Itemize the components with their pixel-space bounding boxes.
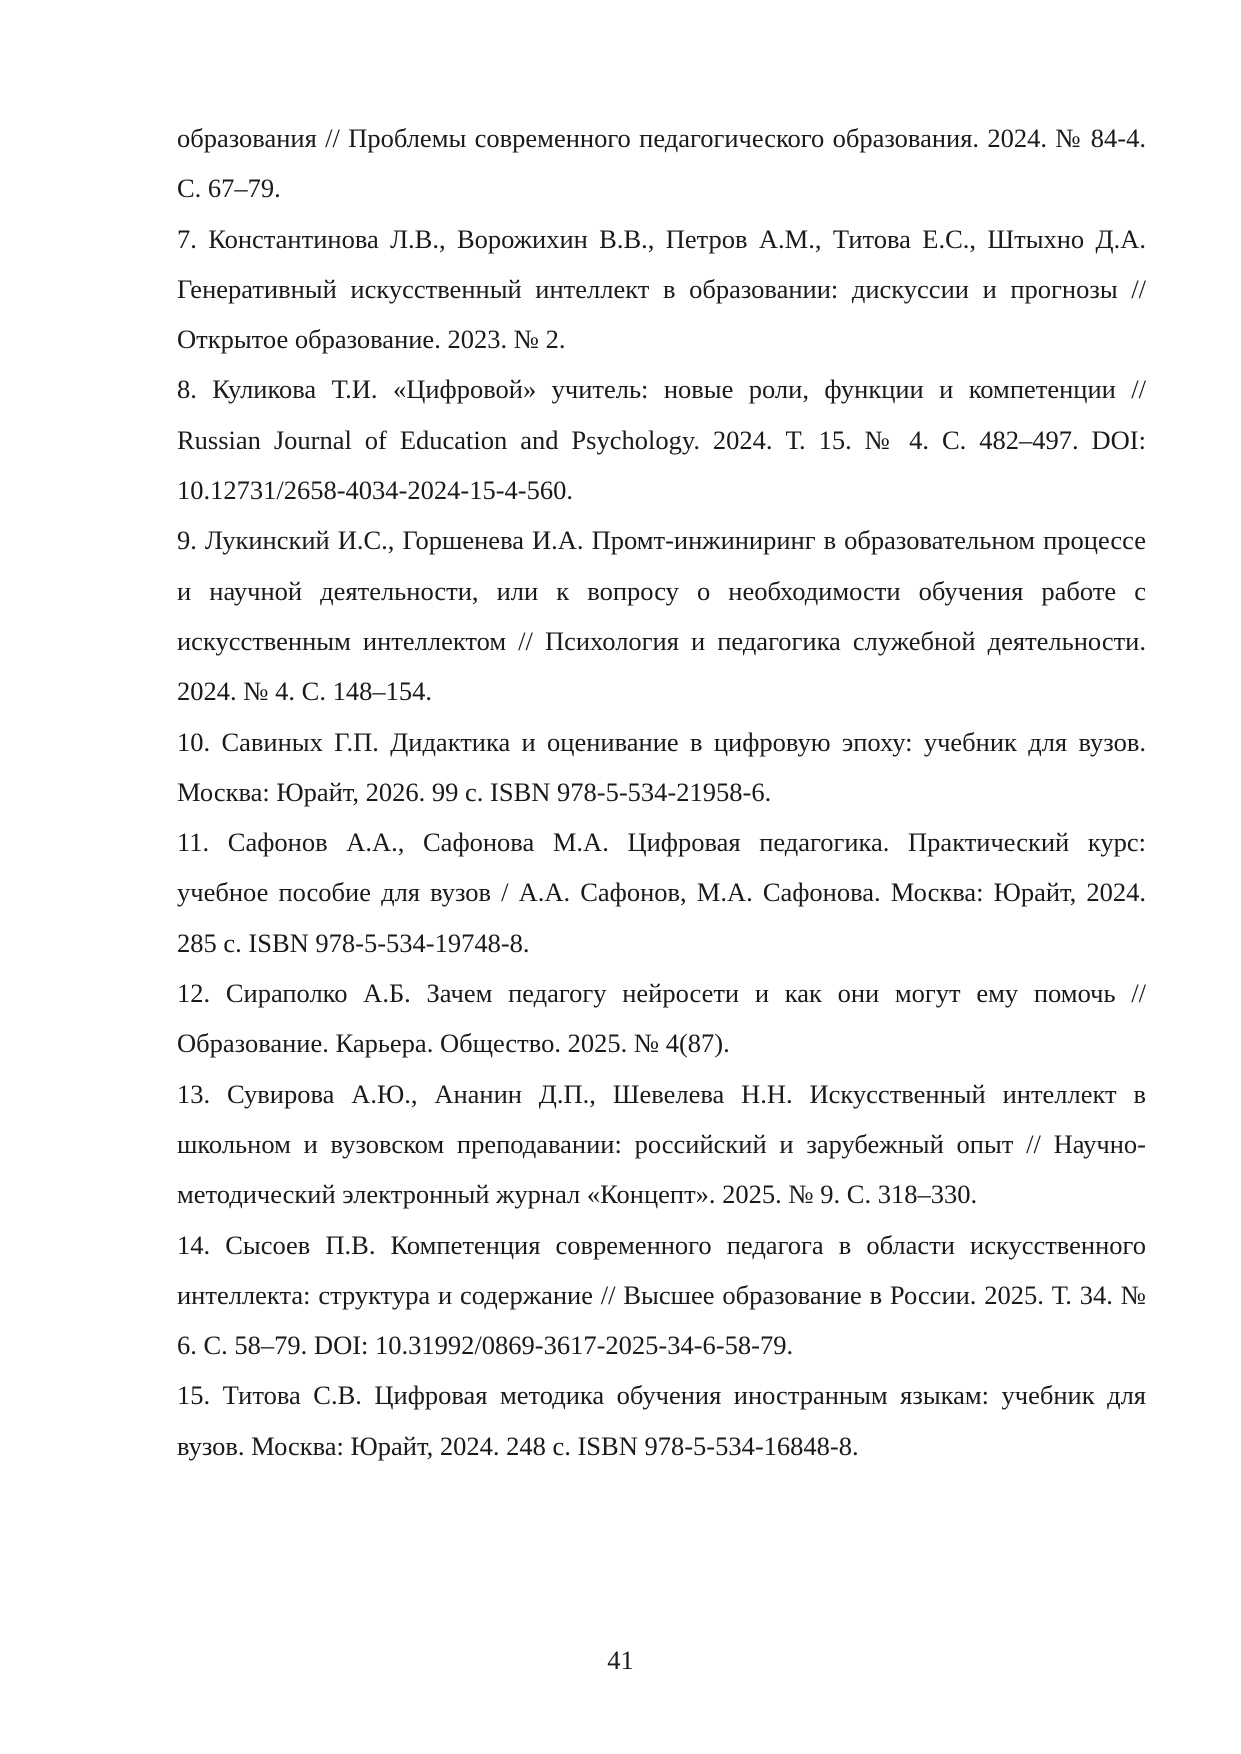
reference-entry-continued: образования // Проблемы современного педагогического образования. 2024. № 84-4. С. 67–79. bbox=[177, 123, 1146, 204]
reference-entry-8: 8. Куликова Т.И. «Цифровой» учитель: новые роли, функции и компетенции // Russian Journal of Education and Psychology. 2024. Т. 15. № 4. С. 482–497. DOI: 10.12731/2658-4034-2024-15-4-560. bbox=[177, 374, 1146, 506]
reference-entry-11: 11. Сафонов А.А., Сафонова М.А. Цифровая педагогика. Практический курс: учебное пособие для вузов / А.А. Сафонов, М.А. Сафонова. Москва: Юрайт, 2024. 285 с. ISBN 978-5-534-19748-8. bbox=[177, 827, 1146, 958]
page-number: 41 bbox=[607, 1645, 634, 1675]
reference-entry-14: 14. Сысоев П.В. Компетенция современного педагога в области искусственного интеллекта: структура и содержание // Высшее образование в России. 2025. Т. 34. № 6. С. 58–79. DOI: 10.31992/0869-3617-2025-34-6-58-79. bbox=[177, 1229, 1146, 1361]
reference-entry-7: 7. Константинова Л.В., Ворожихин В.В., Петров А.М., Титова Е.С., Штыхно Д.А. Генеративный искусственный интеллект в образовании: дискуссии и прогнозы // Открытое образование. 2023. № 2. bbox=[177, 223, 1146, 355]
reference-entry-10: 10. Савиных Г.П. Дидактика и оценивание в цифровую эпоху: учебник для вузов. Москва: Юрайт, 2026. 99 с. ISBN 978-5-534-21958-6. bbox=[177, 726, 1146, 807]
reference-entry-13: 13. Сувирова А.Ю., Ананин Д.П., Шевелева Н.Н. Искусственный интеллект в школьном и вузовском преподавании: российский и зарубежный опыт // Научно-методический электронный журнал «Концепт». 2025. № 9. С. 318–330. bbox=[177, 1078, 1146, 1210]
reference-entry-9: 9. Лукинский И.С., Горшенева И.А. Промт-инжиниринг в образовательном процессе и научной деятельности, или к вопросу о необходимости обучения работе с искусственным интеллектом // Психология и педагогика служебной деятельности. 2024. № 4. С. 148–154. bbox=[177, 525, 1146, 707]
reference-list bbox=[177, 113, 1146, 1471]
reference-entry-12: 12. Сираполко А.Б. Зачем педагогу нейросети и как они могут ему помочь // Образование. Карьера. Общество. 2025. № 4(87). bbox=[177, 978, 1146, 1059]
reference-entry-15: 15. Титова С.В. Цифровая методика обучения иностранным языкам: учебник для вузов. Москва: Юрайт, 2024. 248 с. ISBN 978-5-534-16848-8. bbox=[177, 1380, 1146, 1461]
